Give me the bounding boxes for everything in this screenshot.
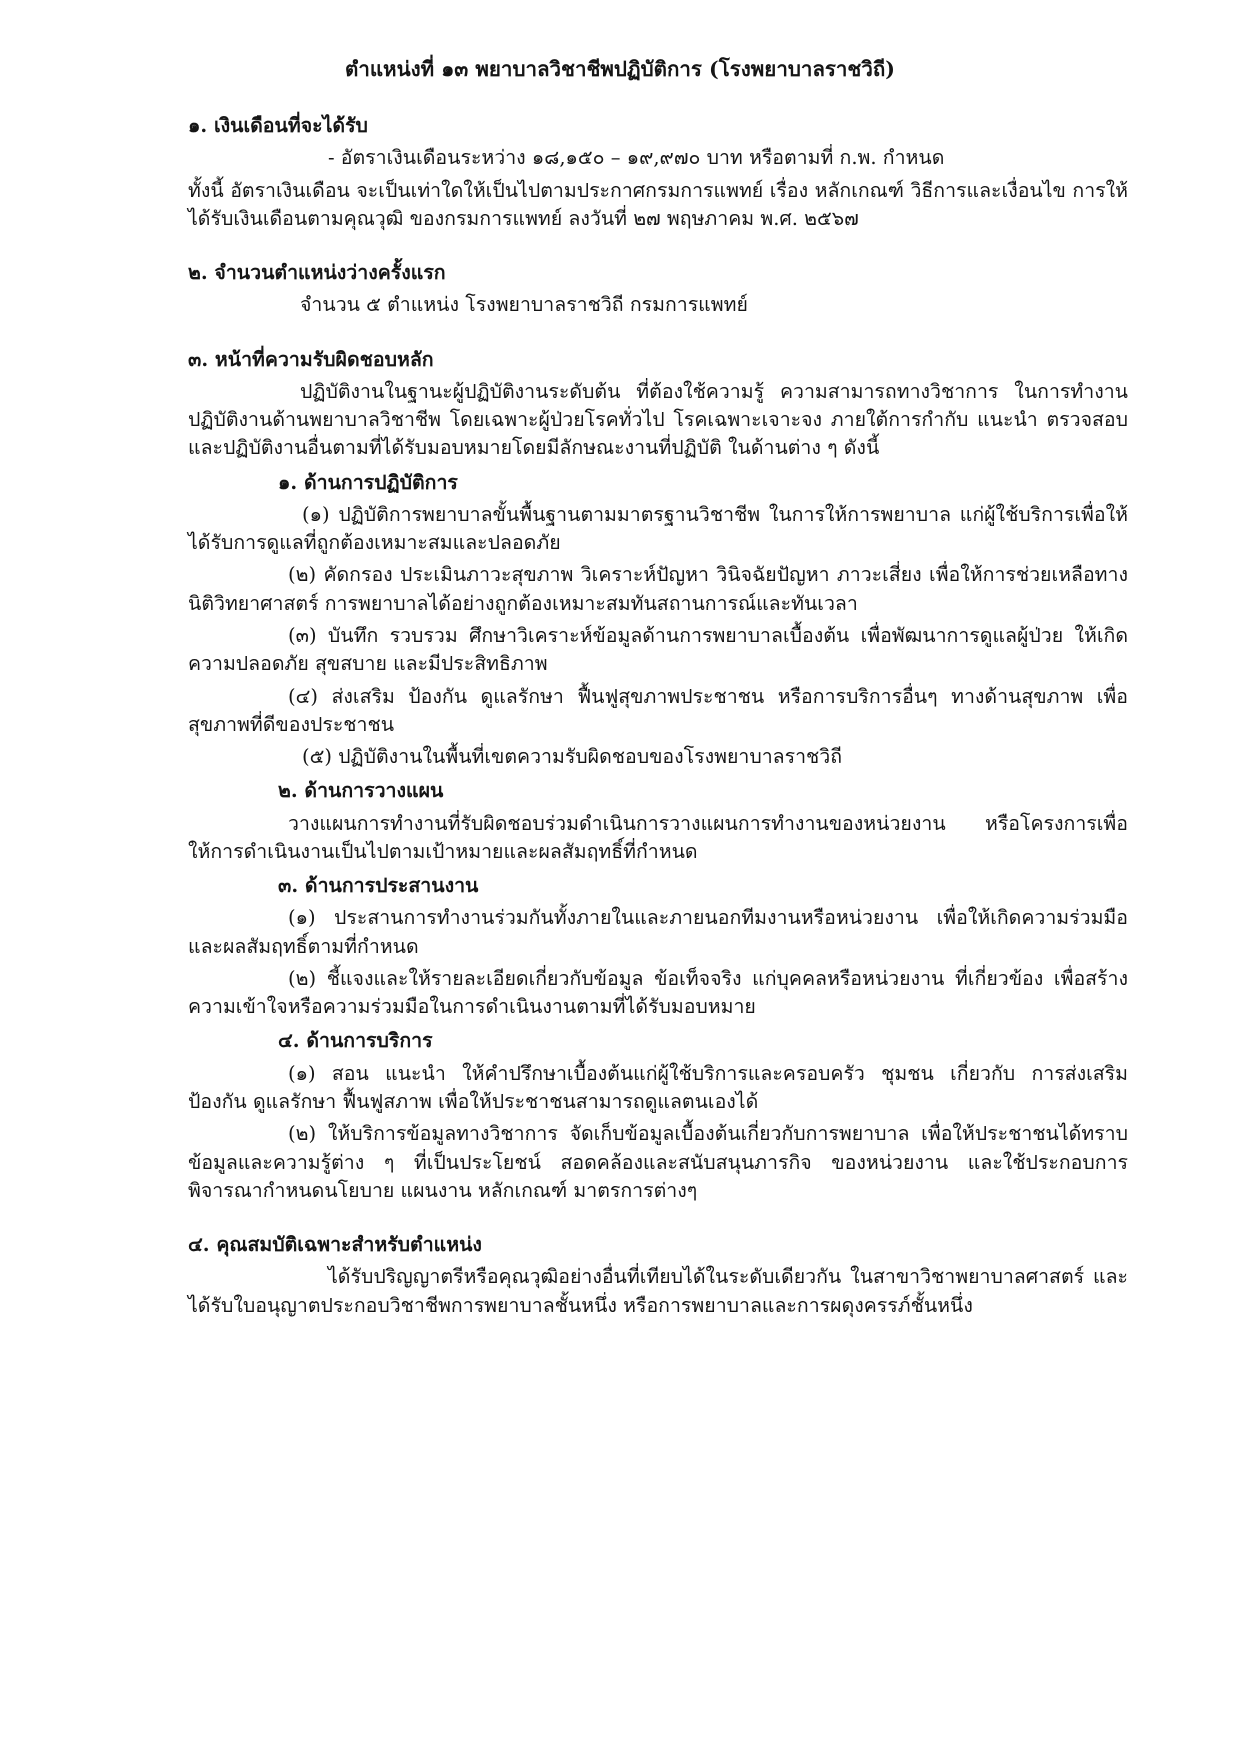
operations-item-3: (๓) บันทึก รวบรวม ศึกษาวิเคราะห์ข้อมูลด้านการพยาบาลเบื้องต้น เพื่อพัฒนาการดูแลผู้ป่วย ให้เกิดความปลอดภัย สุขสบาย และมีประสิทธิภาพ	[188, 623, 1128, 676]
vacancy-count-text: จำนวน ๕ ตำแหน่ง โรงพยาบาลราชวิถี กรมการแพทย์	[300, 293, 748, 317]
salary-range	[188, 144, 1128, 172]
section-vacancy-heading: ๒. จำนวนตำแหน่งว่างครั้งแรก	[188, 261, 446, 285]
operations-item-5: (๕) ปฏิบัติงานในพื้นที่เขตความรับผิดชอบของโรงพยาบาลราชวิถี	[302, 745, 843, 769]
section-salary-heading: ๑. เงินเดือนที่จะได้รับ	[188, 114, 368, 137]
coordination-item-2: (๒) ชี้แจงและให้รายละเอียดเกี่ยวกับข้อมูล ข้อเท็จจริง แก่บุคคลหรือหน่วยงาน ที่เกี่ยวข้อง เพื่อสร้างความเข้าใจหรือความร่วมมือในการดำเนินงานตามที่ได้รับมอบหมาย	[188, 966, 1128, 1019]
page-title: ตำแหน่งที่ ๑๓ พยาบาลวิชาชีพปฏิบัติการ (โรงพยาบาลราชวิถี)	[345, 57, 895, 81]
section-qualifications-heading: ๔. คุณสมบัติเฉพาะสำหรับตำแหน่ง	[188, 1233, 482, 1257]
operations-item-1: (๑) ปฏิบัติการพยาบาลขั้นพื้นฐานตามมาตรฐานวิชาชีพ ในการให้การพยาบาล แก่ผู้ใช้บริการเพื่อให้ได้รับการดูแลที่ถูกต้องเหมาะสมและปลอดภัย	[188, 502, 1128, 555]
service-heading: ๔. ด้านการบริการ	[278, 1029, 433, 1053]
salary-note: ทั้งนี้ อัตราเงินเดือน จะเป็นเท่าใดให้เป็นไปตามประกาศกรมการแพทย์ เรื่อง หลักเกณฑ์ วิธีการและเงื่อนไข การให้ได้รับเงินเดือนตามคุณวุฒิ ของกรมการแพทย์ ลงวันที่ ๒๗ พฤษภาคม พ.ศ. ๒๕๖๗	[188, 178, 1128, 230]
service-item-2: (๒) ให้บริการข้อมูลทางวิชาการ จัดเก็บข้อมูลเบื้องต้นเกี่ยวกับการพยาบาล เพื่อให้ประชาชนได้ทราบข้อมูลและความรู้ต่าง ๆ ที่เป็นประโยชน์ สอดคล้องและสนับสนุนภารกิจ ของหน่วยงาน และใช้ประกอบการพิจารณากำหนดนโยบาย แผนงาน หลักเกณฑ์ มาตรการต่างๆ	[188, 1122, 1128, 1202]
salary-range-text: - อัตราเงินเดือนระหว่าง ๑๘,๑๕๐ – ๑๙,๙๗๐ บาท หรือตามที่ ก.พ. กำหนด	[328, 146, 945, 170]
section-duties-heading: ๓. หน้าที่ความรับผิดชอบหลัก	[188, 347, 434, 371]
document-body	[188, 112, 1128, 1320]
operations-item-4: (๔) ส่งเสริม ป้องกัน ดูแลรักษา ฟื้นฟูสุขภาพประชาชน หรือการบริการอื่นๆ ทางด้านสุขภาพ เพื่อสุขภาพที่ดีของประชาชน	[188, 684, 1128, 736]
coordination-item-1: (๑) ประสานการทำงานร่วมกันทั้งภายในและภายนอกทีมงานหรือหน่วยงาน เพื่อให้เกิดความร่วมมือและผลสัมฤทธิ์ตามที่กำหนด	[188, 906, 1128, 958]
duties-intro-text: ปฏิบัติงานในฐานะผู้ปฏิบัติงานระดับต้น ที่ต้องใช้ความรู้ ความสามารถทางวิชาการ ในการทำงาน ปฏิบัติงานด้านพยาบาลวิชาชีพ โดยเฉพาะผู้ป่วยโรคทั่วไป โรคเฉพาะเจาะจง ภายใต้การกำกับ แนะนำ ตรวจสอบ และปฏิบัติงานอื่นตามที่ได้รับมอบหมายโดยมีลักษณะงานที่ปฏิบัติ ในด้านต่าง ๆ ดังนี้	[188, 379, 1128, 460]
duties-intro	[188, 378, 1128, 463]
operations-heading: ๑. ด้านการปฏิบัติการ	[278, 470, 458, 494]
vacancy-count	[188, 291, 1128, 319]
coordination-heading: ๓. ด้านการประสานงาน	[278, 874, 479, 898]
planning-text: วางแผนการทำงานที่รับผิดชอบร่วมดำเนินการวางแผนการทำงานของหน่วยงาน หรือโครงการเพื่อให้การดำเนินงานเป็นไปตามเป้าหมายและผลสัมฤทธิ์ที่กำหนด	[188, 811, 1128, 863]
operations-item-2: (๒) คัดกรอง ประเมินภาวะสุขภาพ วิเคราะห์ปัญหา วินิจฉัยปัญหา ภาวะเสี่ยง เพื่อให้การช่วยเหลือทางนิติวิทยาศาสตร์ การพยาบาลได้อย่างถูกต้องเหมาะสมทันสถานการณ์และทันเวลา	[188, 563, 1128, 615]
service-item-1: (๑) สอน แนะนำ ให้คำปรึกษาเบื้องต้นแก่ผู้ใช้บริการและครอบครัว ชุมชน เกี่ยวกับ การส่งเสริม ป้องกัน ดูแลรักษา ฟื้นฟูสภาพ เพื่อให้ประชาชนสามารถดูแลตนเองได้	[188, 1061, 1128, 1113]
qualifications-text: ได้รับปริญญาตรีหรือคุณวุฒิอย่างอื่นที่เทียบได้ในระดับเดียวกัน ในสาขาวิชาพยาบาลศาสตร์ และได้รับใบอนุญาตประกอบวิชาชีพการพยาบาลชั้นหนึ่ง หรือการพยาบาลและการผดุงครรภ์ชั้นหนึ่ง	[188, 1265, 1128, 1317]
planning-heading: ๒. ด้านการวางแผน	[278, 779, 444, 803]
